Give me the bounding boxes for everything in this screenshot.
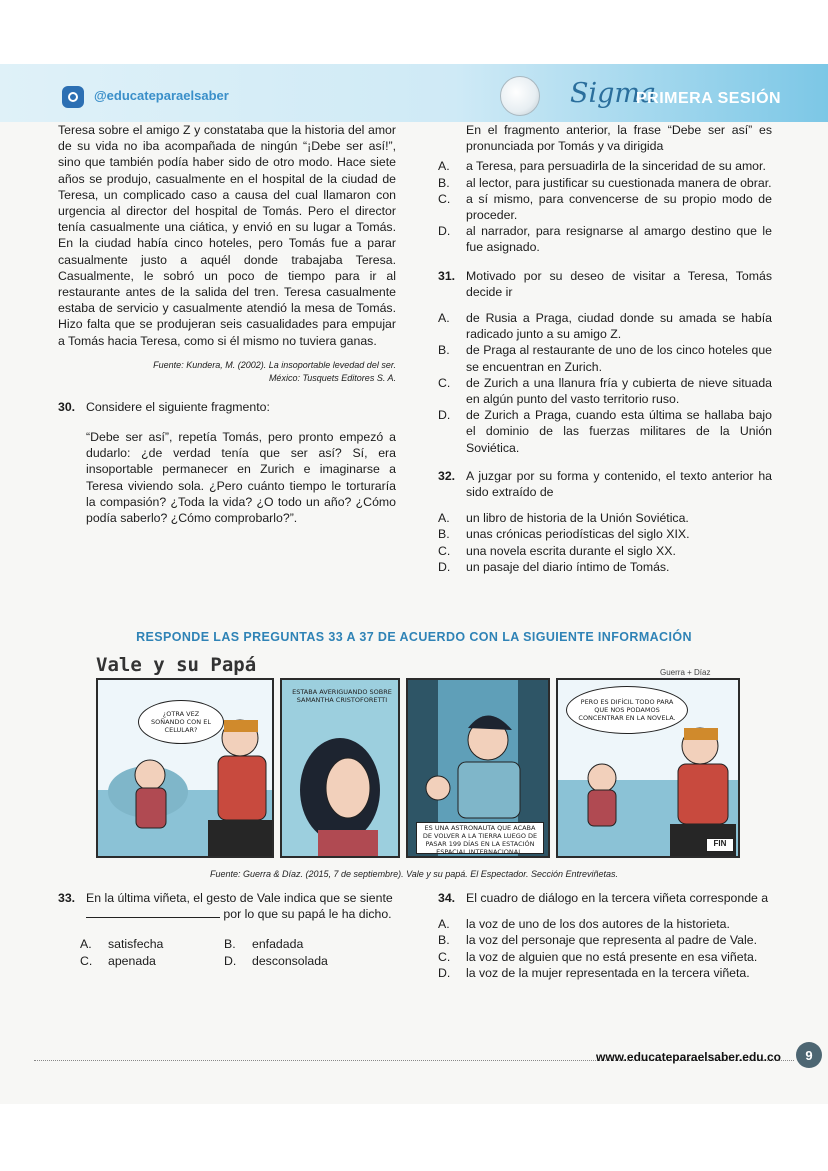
- option-letter: D.: [224, 953, 237, 968]
- comic-panel-1: [96, 678, 274, 858]
- option-letter: D.: [438, 965, 451, 980]
- comic-panel-3: [406, 678, 550, 858]
- option-text: satisfecha: [108, 937, 164, 952]
- option-letter: A.: [80, 937, 92, 952]
- question-32: [438, 468, 772, 500]
- option-letter: D.: [438, 224, 451, 239]
- option-text: un pasaje del diario íntimo de Tomás.: [466, 559, 670, 574]
- instagram-icon: [62, 86, 84, 108]
- panel-2-art: [282, 680, 398, 856]
- right-column: [438, 122, 772, 575]
- speech-bubble: [138, 700, 224, 744]
- option-text: a sí mismo, para convencerse de su propio modo de proceder.: [466, 191, 772, 223]
- option-letter: D.: [438, 559, 451, 574]
- option-34-b[interactable]: [438, 932, 772, 948]
- option-letter: B.: [438, 527, 450, 542]
- bubble-text: ¿OTRA VEZ SOÑANDO CON EL CELULAR?: [151, 710, 211, 734]
- option-31-a[interactable]: [438, 310, 772, 342]
- option-33-b[interactable]: [224, 936, 368, 952]
- page-number: 9: [796, 1042, 822, 1068]
- comic-authors: Guerra + Díaz: [660, 668, 711, 677]
- option-text: de Zurich a Praga, cuando esta última se hallaba bajo el dominio de las fuerzas militares de la Unión Soviética.: [466, 408, 772, 455]
- reading-source-2: México: Tusquets Editores S. A.: [268, 372, 396, 383]
- option-31-c[interactable]: [438, 375, 772, 407]
- soccer-ball-icon: [500, 76, 540, 116]
- option-letter: C.: [438, 191, 451, 206]
- option-letter: A.: [438, 311, 450, 326]
- question-number: 34.: [438, 891, 456, 905]
- comic-panel-4: [556, 678, 740, 858]
- option-letter: B.: [438, 175, 450, 190]
- option-31-b[interactable]: [438, 342, 772, 374]
- option-30-a[interactable]: [438, 158, 772, 174]
- question-stem: El cuadro de diálogo en la tercera viñeta corresponde a: [466, 891, 769, 905]
- options-33-row-2: [58, 953, 398, 969]
- brand-logo: Sigma: [570, 78, 657, 109]
- reading-passage: Teresa sobre el amigo Z y constataba que la historia del amor de su vida no iba acompañada de ningún “¡Debe ser así!”, sino que también podía haber sido de otro modo. Hace siete años se produjo, casualmente en el hospital de la ciudad de Teresa, un complicado caso a causa del cual llamaron con urgencia al director del hospital de Tomás. Pero el director tenía casualmente una ciática, y envió en su lugar a Tomás. En la ciudad había cinco hoteles, pero Tomás fue a parar casualmente justo a aquél donde trabajaba Teresa. Casualmente, le sobró un poco de tiempo para ir al restaurante antes de la salida del tren. Teresa casualmente estaba de servicio y casualmente atendió la mesa de Tomás. Hizo falta que se produjeran seis casualidades para empujar a Tomás hacia Teresa, como si él mismo no tuviera ganas.: [58, 123, 396, 348]
- narration-box: [416, 822, 544, 854]
- question-number: 32.: [438, 468, 456, 483]
- option-text: al lector, para justificar su cuestionada manera de obrar.: [466, 175, 772, 190]
- bubble-text: PERO ES DIFÍCIL TODO PARA QUE NOS PODAMOS CONCENTRAR EN LA NOVELA.: [578, 698, 676, 722]
- option-text: al narrador, para resignarse al amargo destino que le fue asignado.: [466, 224, 772, 255]
- reading-source-1: Fuente: Kundera, M. (2002). La insoportable levedad del ser.: [153, 359, 396, 370]
- stem-part-b: por lo que su papá le ha dicho.: [223, 907, 392, 922]
- option-32-c[interactable]: [438, 543, 772, 559]
- page-header: [0, 64, 828, 122]
- option-text: la voz de alguien que no está presente en esa viñeta.: [466, 949, 758, 964]
- option-letter: A.: [438, 511, 450, 526]
- comic-strip: [96, 678, 740, 858]
- option-text: a Teresa, para persuadirla de la sinceridad de su amor.: [466, 159, 766, 174]
- question-stem: Motivado por su deseo de visitar a Teresa, Tomás decide ir: [466, 268, 772, 299]
- option-letter: B.: [438, 933, 450, 948]
- session-title: PRIMERA SESIÓN: [636, 90, 782, 107]
- question-stem: [86, 890, 398, 922]
- narration-text: ES UNA ASTRONAUTA QUE ACABA DE VOLVER A LA TIERRA LUEGO DE PASAR 199 DÍAS EN LA ESTACIÓN ESPACIAL INTERNACIONAL.: [422, 824, 538, 856]
- exam-page: [0, 64, 828, 1104]
- option-letter: B.: [438, 343, 450, 358]
- question-number: 30.: [58, 399, 76, 414]
- stem-part-a: En la última viñeta, el gesto de Vale indica que se siente: [86, 891, 393, 905]
- question-number: 31.: [438, 268, 456, 283]
- option-32-d[interactable]: [438, 559, 772, 575]
- option-text: una novela escrita durante el siglo XX.: [466, 543, 676, 558]
- option-34-d[interactable]: [438, 965, 772, 981]
- option-30-d[interactable]: [438, 223, 772, 255]
- option-letter: A.: [438, 917, 450, 932]
- option-32-b[interactable]: [438, 526, 772, 542]
- option-letter: D.: [438, 408, 451, 423]
- quoted-fragment: “Debe ser así”, repetía Tomás, pero pronto empezó a dudarlo: ¿de verdad tenía que ser así? Sí, era insoportable permanecer en Zurich e imaginarse a Teresa viviendo sola. ¿Pero cuánto tiempo le torturaría la compasión? ¿Toda la vida? ¿O todo un año? ¿Cómo podía saberlo? ¿Cómo comprobarlo?”.: [86, 430, 396, 526]
- options-33-row-1: [58, 936, 398, 952]
- option-text: un libro de historia de la Unión Soviética.: [466, 511, 689, 526]
- option-text: de Rusia a Praga, ciudad donde su amada se había radicado junto a su amigo Z.: [466, 311, 772, 342]
- option-30-c[interactable]: [438, 191, 772, 223]
- comic-title: Vale y su Papá: [96, 654, 257, 676]
- option-33-c[interactable]: [80, 953, 224, 969]
- option-letter: C.: [438, 543, 451, 558]
- end-label: FIN: [706, 838, 734, 852]
- option-text: de Praga al restaurante de uno de los cinco hoteles que se encuentran en Zurich.: [466, 343, 772, 374]
- question-34-block: [438, 890, 772, 981]
- section-title: RESPONDE LAS PREGUNTAS 33 A 37 DE ACUERDO CON LA SIGUIENTE INFORMACIÓN: [136, 630, 692, 644]
- comic-source: Fuente: Guerra & Díaz. (2015, 7 de septiembre). Vale y su papá. El Espectador. Sección Entreviñetas.: [209, 869, 619, 879]
- option-34-c[interactable]: [438, 949, 772, 965]
- social-handle[interactable]: @educateparaelsaber: [94, 88, 229, 103]
- option-text: la voz del personaje que representa al padre de Vale.: [466, 933, 757, 948]
- question-31: [438, 268, 772, 300]
- option-letter: B.: [224, 937, 236, 952]
- left-column: [58, 122, 396, 526]
- option-text: apenada: [108, 953, 156, 968]
- question-33-block: [58, 890, 398, 969]
- option-32-a[interactable]: [438, 510, 772, 526]
- option-30-b[interactable]: [438, 175, 772, 191]
- option-text: la voz de la mujer representada en la tercera viñeta.: [466, 965, 750, 980]
- option-text: enfadada: [252, 937, 304, 952]
- question-stem: A juzgar por su forma y contenido, el texto anterior ha sido extraído de: [466, 468, 772, 500]
- option-letter: C.: [438, 375, 451, 390]
- option-text: de Zurich a una llanura fría y cubierta de nieve situada en algún punto del vasto territorio ruso.: [466, 375, 772, 407]
- answer-blank: [86, 907, 220, 918]
- option-text: desconsolada: [252, 953, 328, 968]
- option-letter: C.: [438, 949, 451, 964]
- option-text: la voz de uno de los dos autores de la historieta.: [466, 917, 730, 932]
- footer-website[interactable]: www.educateparaelsaber.edu.co: [596, 1050, 781, 1064]
- question-number: 33.: [58, 891, 76, 905]
- panel-2-caption: ESTABA AVERIGUANDO SOBRE SAMANTHA CRISTOFORETTI: [292, 688, 392, 704]
- option-33-a[interactable]: [80, 936, 224, 952]
- option-letter: C.: [80, 953, 93, 968]
- question-34: [438, 890, 772, 906]
- comic-panel-2: [280, 678, 400, 858]
- option-34-a[interactable]: [438, 916, 772, 932]
- question-30: [58, 399, 396, 415]
- speech-bubble: [566, 686, 688, 734]
- option-33-d[interactable]: [224, 953, 368, 969]
- question-stem: Considere el siguiente fragmento:: [86, 399, 270, 414]
- option-31-d[interactable]: [438, 407, 772, 456]
- option-text: unas crónicas periodísticas del siglo XIX.: [466, 527, 690, 542]
- question-33: [58, 890, 398, 922]
- question-30-stem2: En el fragmento anterior, la frase “Debe ser así” es pronunciada por Tomás y va dirigida: [466, 123, 772, 154]
- option-letter: A.: [438, 159, 450, 174]
